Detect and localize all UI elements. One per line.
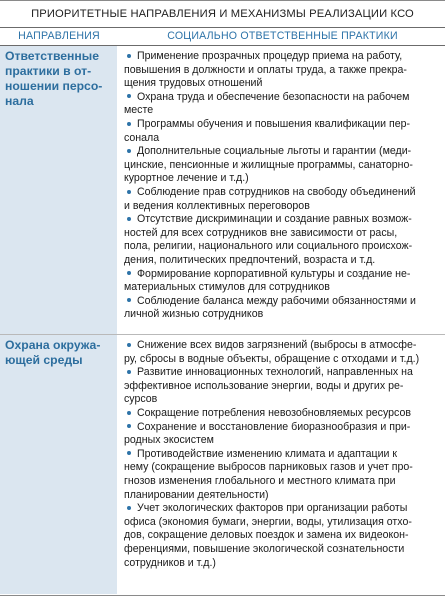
bullet-icon: [127, 122, 131, 126]
practice-item: Сокращение потребления невозобновляемых ресурсов: [124, 407, 441, 421]
direction-name-line: ющей среды: [5, 353, 83, 367]
bullet-icon: [127, 217, 131, 221]
direction-name-line: ношении персо-: [5, 79, 103, 93]
practice-item: Противодействие изменению климата и адаптации к нему (сокращение выбросов парниковых газов и учет про- гнозов изменения глобального и местного климата при планировании деятельности): [124, 447, 413, 501]
practice-item: Формирование корпоративной культуры и создание не- материальных стимулов для сотрудников: [124, 267, 411, 294]
bullet-icon: [127, 411, 131, 415]
table-header: [0, 28, 445, 46]
table-row-personnel: [0, 46, 445, 335]
practice-item: Охрана труда и обеспечение безопасности на рабочем месте: [124, 90, 410, 117]
bullet-icon: [127, 54, 131, 58]
practice-item: Учет экологических факторов при организации работы офиса (экономия бумаги, энергии, воды, утилизация отхо- дов, сокращение деловых поездок и замена их видеокон- ференциями, повышение экологической сознательности сотрудников и т.д.): [124, 502, 412, 569]
direction-name-line: практики в от-: [5, 64, 92, 78]
bullet-icon: [127, 343, 131, 347]
direction-name-line: Ответственные: [5, 49, 99, 63]
practice-item: Дополнительные социальные льготы и гарантии (меди- цинские, пенсионные и жилищные программы, санаторно- курортное лечение и т.д.): [124, 145, 413, 185]
bullet-icon: [127, 149, 131, 153]
practice-item: Сохранение и восстановление биоразнообразия и при- родных экосистем: [124, 420, 411, 447]
bullet-icon: [127, 271, 131, 275]
bullet-icon: [127, 298, 131, 302]
practice-item: Снижение всех видов загрязнений (выбросы в атмосфе- ру, сбросы в водные объекты, обращение с отходами и т.д.): [124, 339, 420, 365]
bullet-icon: [127, 190, 131, 194]
header-practices: СОЦИАЛЬНО ОТВЕТСТВЕННЫЕ ПРАКТИКИ: [167, 30, 398, 42]
practice-item: Развитие инновационных технологий, направленных на эффективное использование энергии, воды и других ре- сурсов: [124, 366, 413, 406]
bullet-icon: [127, 94, 131, 98]
practices-personnel: [119, 46, 445, 334]
bullet-icon: [127, 370, 131, 374]
practice-item: Соблюдение прав сотрудников на свободу объединений и ведения коллективных переговоров: [124, 185, 416, 212]
bullet-icon: [127, 506, 131, 510]
practice-item: Применение прозрачных процедур приема на работу, повышения в должности и оплаты труда, а также прекра- щения трудовых отношений: [124, 50, 407, 90]
direction-environment: [0, 335, 117, 594]
bullet-icon: [127, 451, 131, 455]
practice-item: Программы обучения и повышения квалификации пер- сонала: [124, 117, 411, 144]
header-directions: НАПРАВЛЕНИЯ: [0, 28, 120, 45]
bullet-icon: [127, 424, 131, 428]
direction-name-line: нала: [5, 94, 34, 108]
direction-name-line: Охрана окружа-: [5, 338, 101, 352]
table-row-environment: [0, 335, 445, 594]
practice-item: Соблюдение баланса между рабочими обязанностями и личной жизнью сотрудников: [124, 294, 416, 321]
practice-item: Отсутствие дискриминации и создание равных возмож- ностей для всех сотрудников вне зависимости от расы, пола, религии, национального или социального происхож- дения, политических предпочтений, возраста и т.д.: [124, 213, 413, 266]
practices-environment: [119, 335, 445, 594]
table-title: ПРИОРИТЕТНЫЕ НАПРАВЛЕНИЯ И МЕХАНИЗМЫ РЕАЛИЗАЦИИ КСО: [0, 1, 445, 28]
direction-personnel: [0, 46, 117, 334]
